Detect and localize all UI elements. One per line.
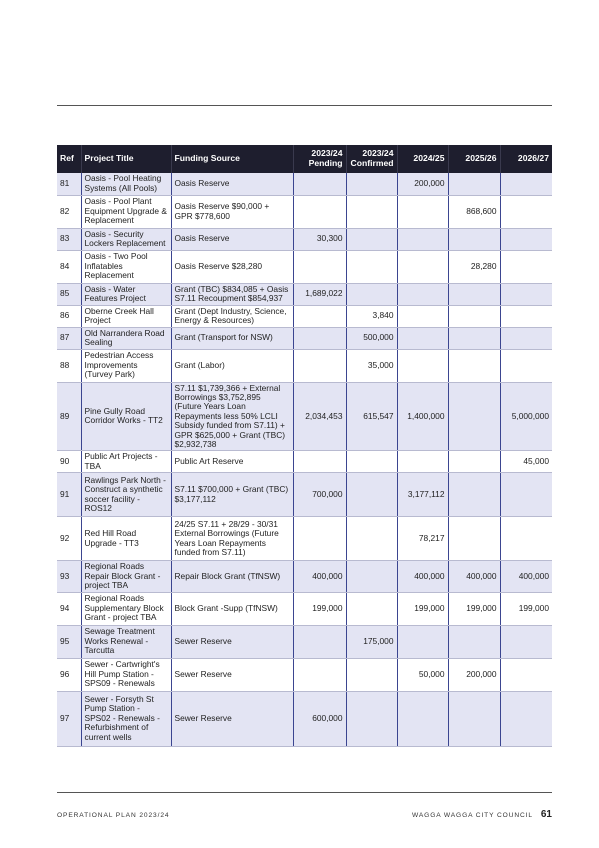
value-2024-25-cell [397, 228, 448, 250]
funding-source-cell: Sewer Reserve [171, 625, 293, 658]
pending-2023-24-cell [293, 195, 346, 228]
value-2024-25-cell [397, 349, 448, 382]
col-header-funding-source: Funding Source [171, 145, 293, 173]
funding-source-cell: Sewer Reserve [171, 658, 293, 691]
confirmed-2023-24-cell [346, 517, 397, 561]
value-2025-26-cell [448, 305, 500, 327]
ref-cell: 83 [57, 228, 81, 250]
funding-source-cell: Grant (Dept Industry, Science, Energy & Resources) [171, 305, 293, 327]
ref-cell: 86 [57, 305, 81, 327]
confirmed-2023-24-cell [346, 592, 397, 625]
funding-source-cell: Oasis Reserve $90,000 + GPR $778,600 [171, 195, 293, 228]
value-2024-25-cell [397, 691, 448, 746]
ref-cell: 82 [57, 195, 81, 228]
value-2024-25-cell [397, 195, 448, 228]
value-2025-26-cell [448, 382, 500, 451]
funding-source-cell: Oasis Reserve [171, 228, 293, 250]
value-2025-26-cell: 28,280 [448, 250, 500, 283]
pending-2023-24-cell [293, 173, 346, 195]
table-header-row [57, 145, 552, 173]
value-2026-27-cell [500, 228, 552, 250]
ref-cell: 96 [57, 658, 81, 691]
pending-2023-24-cell: 700,000 [293, 473, 346, 517]
top-divider [57, 105, 552, 106]
confirmed-2023-24-cell: 615,547 [346, 382, 397, 451]
capital-works-table [57, 145, 552, 747]
ref-cell: 81 [57, 173, 81, 195]
funding-source-cell: Grant (Labor) [171, 349, 293, 382]
col-header-2026-27: 2026/27 [500, 145, 552, 173]
value-2026-27-cell [500, 305, 552, 327]
confirmed-2023-24-cell: 175,000 [346, 625, 397, 658]
confirmed-2023-24-cell [346, 250, 397, 283]
confirmed-2023-24-cell [346, 451, 397, 473]
page-number: 61 [540, 809, 552, 820]
project-title-cell: Oasis - Security Lockers Replacement [81, 228, 171, 250]
value-2025-26-cell: 200,000 [448, 658, 500, 691]
col-header-2025-26: 2025/26 [448, 145, 500, 173]
value-2026-27-cell [500, 691, 552, 746]
project-title-cell: Oasis - Pool Heating Systems (All Pools) [81, 173, 171, 195]
funding-source-cell: 24/25 S7.11 + 28/29 - 30/31 External Borrowings (Future Years Loan Repayments funded from S7.11) [171, 517, 293, 561]
ref-cell: 95 [57, 625, 81, 658]
project-title-cell: Old Narrandera Road Sealing [81, 327, 171, 349]
funding-source-cell: S7.11 $1,739,366 + External Borrowings $3,752,895 (Future Years Loan Repayments less 50% LCLI Subsidy funded from S7.11) + GPR $625,000 + Grant (TBC) $2,932,738 [171, 382, 293, 451]
table-row [57, 250, 552, 283]
col-header-ref: Ref [57, 145, 81, 173]
pending-2023-24-cell [293, 625, 346, 658]
project-title-cell: Oasis - Water Features Project [81, 283, 171, 305]
table-row [57, 195, 552, 228]
confirmed-2023-24-cell [346, 691, 397, 746]
value-2026-27-cell [500, 283, 552, 305]
funding-source-cell: S7.11 $700,000 + Grant (TBC) $3,177,112 [171, 473, 293, 517]
value-2024-25-cell: 3,177,112 [397, 473, 448, 517]
confirmed-2023-24-cell [346, 658, 397, 691]
table-row [57, 592, 552, 625]
pending-2023-24-cell: 400,000 [293, 561, 346, 592]
confirmed-2023-24-cell: 3,840 [346, 305, 397, 327]
value-2026-27-cell [500, 473, 552, 517]
col-header-2024-25: 2024/25 [397, 145, 448, 173]
pending-2023-24-cell [293, 250, 346, 283]
bottom-divider [57, 792, 552, 793]
table-row [57, 625, 552, 658]
ref-cell: 87 [57, 327, 81, 349]
value-2024-25-cell: 1,400,000 [397, 382, 448, 451]
pending-2023-24-cell [293, 658, 346, 691]
table-row [57, 382, 552, 451]
ref-cell: 84 [57, 250, 81, 283]
value-2026-27-cell [500, 625, 552, 658]
table-row [57, 327, 552, 349]
pending-2023-24-cell [293, 327, 346, 349]
value-2024-25-cell [397, 327, 448, 349]
funding-source-cell: Block Grant -Supp (TfNSW) [171, 592, 293, 625]
project-title-cell: Sewer - Cartwright's Hill Pump Station - SPS09 - Renewals [81, 658, 171, 691]
pending-2023-24-cell [293, 305, 346, 327]
col-header-project-title: Project Title [81, 145, 171, 173]
pending-2023-24-cell [293, 517, 346, 561]
col-header-2023-24-confirmed: 2023/24 Confirmed [346, 145, 397, 173]
pending-2023-24-cell: 600,000 [293, 691, 346, 746]
value-2025-26-cell [448, 625, 500, 658]
table-row [57, 228, 552, 250]
value-2026-27-cell [500, 349, 552, 382]
pending-2023-24-cell: 2,034,453 [293, 382, 346, 451]
value-2024-25-cell: 199,000 [397, 592, 448, 625]
value-2024-25-cell: 78,217 [397, 517, 448, 561]
project-title-cell: Regional Roads Supplementary Block Grant - project TBA [81, 592, 171, 625]
table-row [57, 691, 552, 746]
value-2024-25-cell [397, 250, 448, 283]
confirmed-2023-24-cell [346, 473, 397, 517]
ref-cell: 97 [57, 691, 81, 746]
pending-2023-24-cell [293, 349, 346, 382]
value-2024-25-cell [397, 305, 448, 327]
ref-cell: 91 [57, 473, 81, 517]
footer-document-title: OPERATIONAL PLAN 2023/24 [57, 812, 170, 819]
value-2024-25-cell: 200,000 [397, 173, 448, 195]
value-2026-27-cell: 5,000,000 [500, 382, 552, 451]
ref-cell: 93 [57, 561, 81, 592]
ref-cell: 94 [57, 592, 81, 625]
pending-2023-24-cell: 199,000 [293, 592, 346, 625]
project-title-cell: Oasis - Pool Plant Equipment Upgrade & Replacement [81, 195, 171, 228]
value-2024-25-cell [397, 625, 448, 658]
value-2026-27-cell: 199,000 [500, 592, 552, 625]
pending-2023-24-cell: 30,300 [293, 228, 346, 250]
funding-source-cell: Public Art Reserve [171, 451, 293, 473]
table-row [57, 451, 552, 473]
value-2026-27-cell: 400,000 [500, 561, 552, 592]
ref-cell: 90 [57, 451, 81, 473]
ref-cell: 92 [57, 517, 81, 561]
ref-cell: 88 [57, 349, 81, 382]
project-title-cell: Sewer - Forsyth St Pump Station - SPS02 - Renewals - Refurbishment of current wells [81, 691, 171, 746]
funding-source-cell: Grant (TBC) $834,085 + Oasis S7.11 Recoupment $854,937 [171, 283, 293, 305]
value-2025-26-cell [448, 283, 500, 305]
project-title-cell: Sewage Treatment Works Renewal - Tarcutta [81, 625, 171, 658]
funding-source-cell: Sewer Reserve [171, 691, 293, 746]
pending-2023-24-cell: 1,689,022 [293, 283, 346, 305]
table-row [57, 658, 552, 691]
project-title-cell: Pine Gully Road Corridor Works - TT2 [81, 382, 171, 451]
table-body [57, 173, 552, 746]
value-2024-25-cell: 50,000 [397, 658, 448, 691]
value-2025-26-cell [448, 349, 500, 382]
value-2024-25-cell: 400,000 [397, 561, 448, 592]
value-2025-26-cell [448, 451, 500, 473]
footer-organisation: WAGGA WAGGA CITY COUNCIL [411, 812, 533, 819]
value-2025-26-cell [448, 517, 500, 561]
project-title-cell: Oberne Creek Hall Project [81, 305, 171, 327]
value-2026-27-cell [500, 195, 552, 228]
value-2025-26-cell [448, 691, 500, 746]
table-row [57, 283, 552, 305]
value-2026-27-cell [500, 517, 552, 561]
value-2025-26-cell [448, 228, 500, 250]
project-title-cell: Regional Roads Repair Block Grant - project TBA [81, 561, 171, 592]
ref-cell: 89 [57, 382, 81, 451]
funding-source-cell: Grant (Transport for NSW) [171, 327, 293, 349]
value-2024-25-cell [397, 451, 448, 473]
table-row [57, 173, 552, 195]
col-header-2023-24-pending: 2023/24 Pending [293, 145, 346, 173]
value-2026-27-cell [500, 250, 552, 283]
value-2025-26-cell: 400,000 [448, 561, 500, 592]
value-2024-25-cell [397, 283, 448, 305]
confirmed-2023-24-cell: 500,000 [346, 327, 397, 349]
value-2025-26-cell: 868,600 [448, 195, 500, 228]
funding-source-cell: Oasis Reserve $28,280 [171, 250, 293, 283]
project-title-cell: Red Hill Road Upgrade - TT3 [81, 517, 171, 561]
confirmed-2023-24-cell [346, 283, 397, 305]
project-title-cell: Public Art Projects - TBA [81, 451, 171, 473]
value-2025-26-cell: 199,000 [448, 592, 500, 625]
value-2026-27-cell [500, 327, 552, 349]
ref-cell: 85 [57, 283, 81, 305]
value-2026-27-cell [500, 173, 552, 195]
pending-2023-24-cell [293, 451, 346, 473]
value-2026-27-cell [500, 658, 552, 691]
value-2025-26-cell [448, 327, 500, 349]
confirmed-2023-24-cell [346, 195, 397, 228]
funding-source-cell: Repair Block Grant (TfNSW) [171, 561, 293, 592]
table-row [57, 349, 552, 382]
project-title-cell: Pedestrian Access Improvements (Turvey Park) [81, 349, 171, 382]
confirmed-2023-24-cell [346, 228, 397, 250]
table-row [57, 517, 552, 561]
table-row [57, 561, 552, 592]
confirmed-2023-24-cell [346, 173, 397, 195]
project-title-cell: Rawlings Park North - Construct a synthetic soccer facility - ROS12 [81, 473, 171, 517]
confirmed-2023-24-cell [346, 561, 397, 592]
table-row [57, 473, 552, 517]
confirmed-2023-24-cell: 35,000 [346, 349, 397, 382]
value-2025-26-cell [448, 173, 500, 195]
funding-source-cell: Oasis Reserve [171, 173, 293, 195]
table-row [57, 305, 552, 327]
project-title-cell: Oasis - Two Pool Inflatables Replacement [81, 250, 171, 283]
value-2025-26-cell [448, 473, 500, 517]
value-2026-27-cell: 45,000 [500, 451, 552, 473]
